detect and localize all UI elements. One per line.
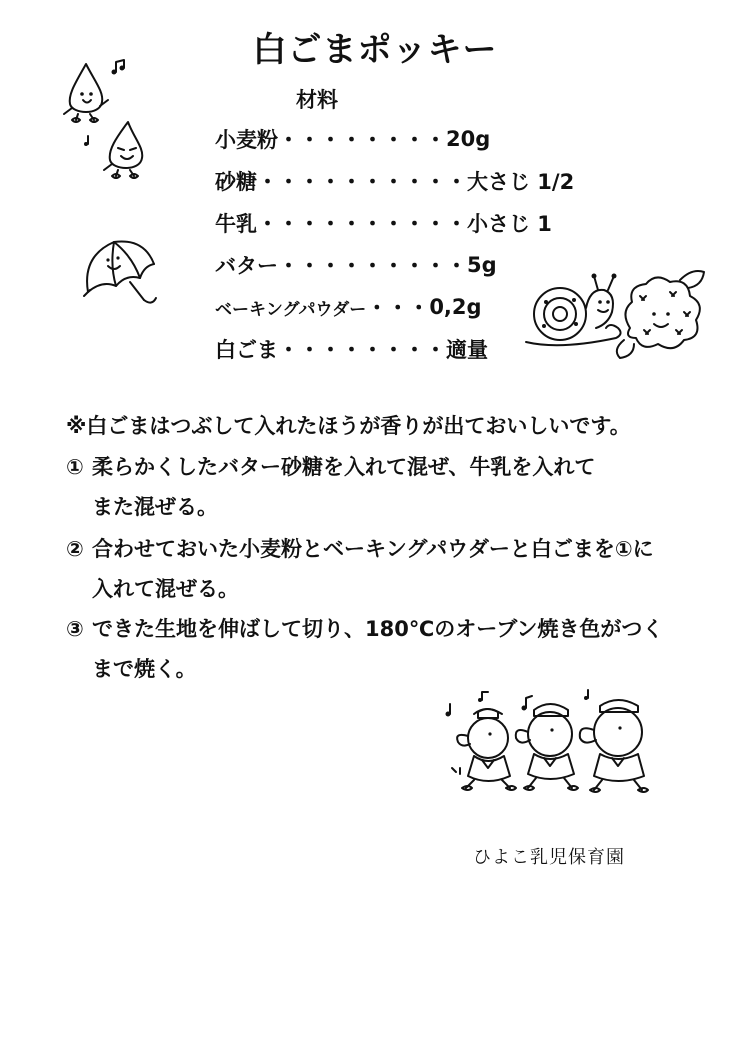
- ingredient-row: [215, 160, 574, 202]
- step-text-continued: 入れて混ぜる。: [92, 577, 239, 601]
- snail-and-hydrangea-illustration: [520, 268, 710, 358]
- ingredient-leader-dots: ・・・・・・・・: [278, 338, 446, 362]
- raindrop-character-illustration: [58, 58, 148, 188]
- ingredient-name: バター: [215, 254, 278, 278]
- instruction-step: [66, 530, 654, 608]
- ingredient-leader-dots: ・・・・・・・・・・: [257, 170, 467, 194]
- ingredient-leader-dots: ・・・: [366, 296, 430, 320]
- ingredient-name: 牛乳: [215, 212, 257, 236]
- singing-ducks-illustration: [440, 692, 670, 802]
- ingredient-row: [215, 118, 574, 160]
- ingredient-name: 小麦粉: [215, 128, 278, 152]
- ingredient-row: [215, 202, 574, 244]
- ingredient-amount: 適量: [446, 338, 488, 362]
- step-number: ③: [66, 617, 84, 641]
- step-text: 合わせておいた小麦粉とベーキングパウダーと白ごまを①に: [92, 537, 654, 561]
- step-text-continued: まで焼く。: [92, 657, 197, 681]
- ingredient-amount: 大さじ 1/2: [467, 170, 575, 194]
- ingredient-name: 白ごま: [215, 338, 278, 362]
- ingredient-amount: 小さじ 1: [467, 212, 552, 236]
- step-text: 柔らかくしたバター砂糖を入れて混ぜ、牛乳を入れて: [92, 455, 596, 479]
- tip-note: ※白ごまはつぶして入れたほうが香りが出ておいしいです。: [66, 414, 631, 438]
- ingredient-name: 砂糖: [215, 170, 257, 194]
- ingredient-leader-dots: ・・・・・・・・・: [278, 254, 467, 278]
- ingredient-leader-dots: ・・・・・・・・: [278, 128, 446, 152]
- step-number: ②: [66, 537, 84, 561]
- materials-header: 材料: [296, 88, 338, 112]
- ingredient-leader-dots: ・・・・・・・・・・: [257, 212, 467, 236]
- ingredient-amount: 5g: [467, 253, 497, 277]
- step-number: ①: [66, 455, 84, 479]
- ingredient-amount: 20g: [446, 127, 491, 151]
- nursery-signature: ひよこ乳児保育園: [473, 847, 625, 868]
- step-text: できた生地を伸ばして切り、180℃のオーブン焼き色がつく: [92, 617, 664, 641]
- instruction-step: [66, 448, 595, 526]
- ingredient-amount: 0,2g: [429, 295, 482, 319]
- ingredient-name: ベーキングパウダー: [215, 299, 367, 320]
- instruction-step: [66, 610, 663, 688]
- step-text-continued: また混ぜる。: [92, 495, 218, 519]
- recipe-title: 白ごまポッキー: [252, 30, 498, 70]
- umbrella-character-illustration: [80, 236, 170, 316]
